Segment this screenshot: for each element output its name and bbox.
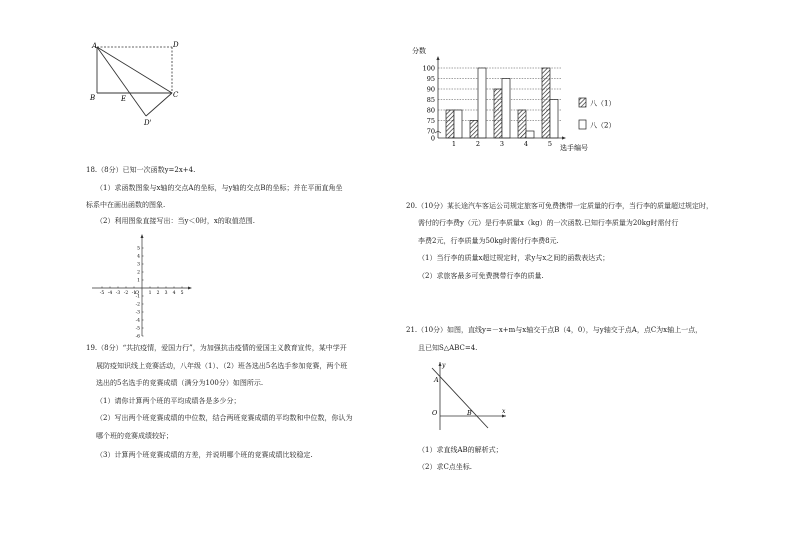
ytick-0: 0 [430,134,435,143]
label-B: B [90,94,96,102]
grid-ytick-1: 1 [137,278,140,284]
legend-label-1: 八（1） [590,99,616,108]
xtick-2: 2 [475,140,481,148]
point-B-label: B [467,409,472,417]
coordinate-plane [84,232,194,338]
label-D: D [173,41,179,49]
xtick-4: 4 [523,140,529,148]
grid-ytick--3: -3 [135,310,140,316]
axis-y-label: y [442,362,446,369]
label-C: C [173,91,179,99]
grid-ytick--2: -2 [135,302,140,308]
bar-2-1 [454,110,462,138]
xtick-5: 5 [547,140,553,148]
q19-question2-line2: 哪个班的竞赛成绩较好； [96,432,173,440]
fold-figure [86,38,186,130]
label-E: E [121,95,127,103]
legend-swatch-2 [579,120,586,129]
q19-question2-line1: （2）写出两个班竞赛成绩的中位数，结合两班竞赛成绩的平均数和中位数，你认为 [96,414,353,422]
grid-ytick--6: -6 [135,334,140,338]
grid-xtick--3: -3 [115,291,121,296]
ytick-90: 90 [426,85,435,94]
grid-xtick--5: -5 [99,291,105,296]
label-Dprime: D' [144,119,152,127]
score-bar-chart [412,42,632,154]
q21-line1: 21.（10分）如图，直线y=－x+m与x轴交于点B（4，0），与y轴交于点A，点C为x轴上一点， [406,326,703,334]
q20-line2: 需付的行李费y（元）是行李质量x（kg）的一次函数.已知行李质量为20kg时需付行 [418,219,679,227]
grid-ytick-4: 4 [137,254,140,260]
q20-question2: （2）求旅客最多可免费携带行李的质量. [418,272,544,280]
bar-1-2 [470,121,478,139]
bar-1-3 [494,89,502,138]
legend-label-2: 八（2） [590,121,616,130]
grid-ytick-5: 5 [137,246,140,252]
q21-line2: 且已知S△ABC=4. [418,344,478,352]
xtick-3: 3 [499,140,505,148]
ytick-70: 70 [426,127,435,136]
q20-line1: 20.（10分）某长途汽车客运公司规定旅客可免费携带一定质量的行李，当行李的质量超过规定时， [406,202,714,210]
grid-xtick-5: 5 [180,291,184,296]
ytick-75: 75 [426,116,435,125]
bar-2-4 [526,131,534,138]
bar-2-3 [502,79,510,139]
grid-xtick-1: 1 [148,291,152,296]
grid-xtick-2: 2 [156,291,160,296]
q19-line1: 19.（8分）“共抗疫情，爱国力行”，为加强抗击疫情的爱国主义教育宣传，某中学开 [86,344,347,352]
grid-xtick-3: 3 [164,291,168,296]
bar-1-5 [542,68,550,138]
q18-heading: 18.（8分）已知一次函数y=2x+4. [86,166,196,174]
grid-ytick-3: 3 [137,262,140,268]
point-A-label: A [434,376,439,384]
grid-ytick-2: 2 [137,270,140,276]
grid-ytick--4: -4 [135,318,140,324]
bar-2-2 [478,68,486,138]
bar-1-4 [518,110,526,138]
bar-1-1 [446,110,454,138]
q19-question1: （1）请你计算两个班的平均成绩各是多少分； [96,397,241,405]
line-AB-figure [418,358,508,434]
q20-line3: 李费2元，行李质量为50kg时需付行李费8元. [418,237,559,245]
grid-xtick--4: -4 [107,291,113,296]
q20-question1: （1）当行李的质量x超过规定时，求y与x之间的函数表达式； [418,254,610,262]
q19-line3: 选出的5名选手的竞赛成绩（满分为100分）如图所示. [96,379,264,387]
chart-ylabel: 分数 [412,47,426,55]
ytick-95: 95 [426,74,435,83]
grid-y-arrow [141,234,144,238]
origin-label: O [432,409,438,417]
q18-part2: （2）利用图象直接写出：当y＜0时，x的取值范围. [96,217,256,225]
ytick-80: 80 [426,106,435,115]
y-axis-arrow [436,56,439,60]
grid-origin-label: O [134,290,140,296]
q19-question3: （3）计算两个班竞赛成绩的方差，并说明哪个班的竞赛成绩比较稳定. [96,451,313,459]
grid-ytick--1: -1 [135,294,140,300]
q19-line2: 展防疫知识线上竞赛活动，八年级（1）、（2）班各选出5名选手参加竞赛，两个班 [96,362,348,370]
ytick-100: 100 [422,64,435,73]
grid-x-arrow [188,287,192,290]
bar-2-5 [550,100,558,139]
label-A: A [92,42,98,50]
q21-question1: （1）求直线AB的解析式； [418,446,503,454]
grid-ytick--5: -5 [135,326,140,332]
x-axis-arrow [562,136,566,139]
q21-question2: （2）求C点坐标. [418,463,473,471]
grid-xtick-4: 4 [172,291,176,296]
axis-x-label: x [502,408,506,415]
grid-xtick--2: -2 [123,291,129,296]
xtick-1: 1 [451,140,457,148]
grid-xtick--1: -1 [131,291,137,296]
q18-part1-line1: （1）求函数图象与x轴的交点A的坐标，与y轴的交点B的坐标；并在平面直角坐 [96,184,343,192]
legend-swatch-1 [579,98,586,107]
ytick-85: 85 [426,95,435,104]
q18-part1-line2: 标系中在画出函数的图象. [86,201,166,209]
chart-xlabel: 选手编号 [560,144,588,152]
